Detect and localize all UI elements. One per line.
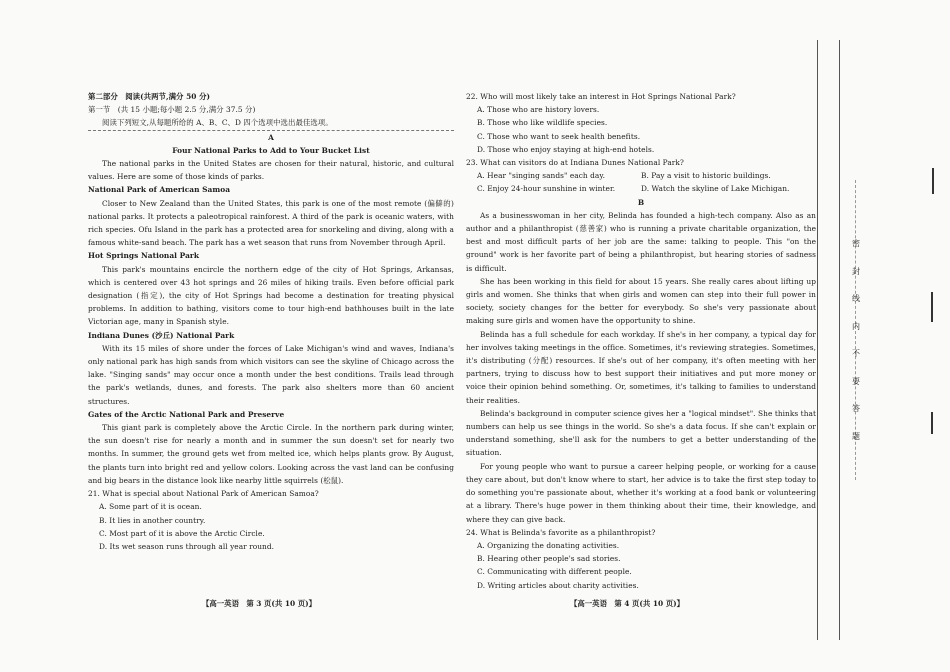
passage-paragraph: For young people who want to pursue a career helping people, or working for a cause they care about, but don't know where to start, her advice is to take the first step today to do something you're passionate about, whether it's working at a food bank or volunteering at a library. There's huge power in them thinking about their time, their knowledge, and where they can give back. — [466, 461, 816, 524]
seal-char: 要 — [852, 376, 860, 386]
option: B. Hearing other people's sad stories. — [477, 554, 621, 564]
park-heading: National Park of American Samoa — [88, 185, 231, 195]
option: C. Enjoy 24-hour sunshine in winter. — [477, 184, 616, 194]
question-24: 24. What is Belinda's favorite as a philanthropist? — [466, 527, 656, 537]
option: B. Pay a visit to historic buildings. — [641, 171, 771, 181]
passage-paragraph: Belinda's background in computer science gives her a "logical mindset". She thinks that numbers can help us see things in the world. So she's a data focus. If she can't explain or understand something, she'll ask for the numbers to get a better understanding of the situation. — [466, 408, 816, 458]
option: D. Writing articles about charity activities. — [477, 580, 639, 590]
margin-rule — [817, 40, 818, 640]
option: D. Those who enjoy staying at high-end hotels. — [477, 144, 655, 154]
question-23: 23. What can visitors do at Indiana Dunes National Park? — [466, 158, 684, 168]
option-row — [466, 169, 816, 182]
question-21: 21. What is special about National Park of American Samoa? — [88, 489, 319, 499]
option: A. Hear "singing sands" each day. — [477, 171, 605, 181]
park-text: This park's mountains encircle the northern edge of the city of Hot Springs, Arkansas, which is centered over 43 hot springs and 26 miles of hiking trails. Even before official park designation (指定), the city of Hot Springs had become a destination for treating physical problems. In addition to bathing, visitors come to tour high-end bathhouses built in the late Victorian age, many in Spanish style. — [88, 264, 454, 327]
page-footer-right: 【高一英语 第 4 页(共 10 页)】 — [570, 599, 685, 608]
seal-char: 线 — [852, 294, 860, 303]
section-title: 第二部分 阅读(共两节,满分 50 分) — [88, 92, 211, 101]
seal-char: 内 — [852, 321, 860, 331]
binding-seal-text — [848, 238, 864, 458]
option: C. Communicating with different people. — [477, 567, 632, 577]
page-footer-left: 【高一英语 第 3 页(共 10 页)】 — [202, 599, 317, 608]
option: B. Those who like wildlife species. — [477, 118, 608, 128]
seal-char: 不 — [852, 349, 860, 358]
option: D. Watch the skyline of Lake Michigan. — [641, 184, 790, 194]
passage-paragraph: Belinda has a full schedule for each workday. If she's in her company, a typical day for her involves taking meetings in the office. Sometimes, it's reviewing strategies. Sometimes, it's distributing (分配) resources. If she's out of her company, it's often meeting with her partners, trying to discuss how to best support their initiatives and put more money or voice their opinion behind something. Or, sometimes, it's talking to families to understand their realities. — [466, 329, 816, 405]
seal-char: 封 — [852, 266, 860, 276]
seal-char: 答 — [852, 404, 860, 413]
seal-char: 题 — [852, 431, 860, 441]
right-page — [466, 90, 816, 592]
park-text: With its 15 miles of shore under the forces of Lake Michigan's wind and waves, Indiana's only national park has high sands from which visitors can see the skyline of Chicago across the lake. "Singing sands" may occur once a month under the best conditions. Trails lead through the park's wetlands, dunes, and forests. The park also shelters more than 60 ancient structures. — [88, 343, 454, 406]
passage-paragraph: She has been working in this field for about 15 years. She really cares about lifting up girls and women. She thinks that when girls and women can step into their full power in society, society changes for the better for everybody. So she's very passionate about making sure girls and women have the opportunity to shine. — [466, 276, 816, 326]
passage-paragraph: As a businesswoman in her city, Belinda has founded a high-tech company. Also as an author and a philanthropist (慈善家) who is running a private charitable organization, the best and most difficult parts of her job are the same: talking to people. This "on the ground" work is her favorite part of being a philanthropist, but hearing stories of sadness is difficult. — [466, 210, 816, 273]
seal-char: 密 — [852, 239, 860, 248]
park-heading: Indiana Dunes (沙丘) National Park — [88, 330, 235, 340]
park-heading: Gates of the Arctic National Park and Preserve — [88, 409, 285, 419]
option-row — [466, 182, 816, 195]
scan-mark — [931, 412, 933, 434]
option: A. Organizing the donating activities. — [477, 540, 620, 550]
section-subtitle: 第一节 (共 15 小题;每小题 2.5 分,满分 37.5 分) — [88, 105, 256, 115]
park-heading: Hot Springs National Park — [88, 251, 200, 261]
park-text: This giant park is completely above the Arctic Circle. In the northern park during winter, the sun doesn't rise for nearly a month and in summer the sun doesn't set for nearly two months. In summer, the ground gets wet from melted ice, which helps plants grow. By August, the plants turn into bright red and yellow colors. Looking across the vast land can be confusing and big bears in the distance look like nearby little squirrels (松鼠). — [88, 423, 454, 485]
option: D. Its wet season runs through all year round. — [99, 541, 275, 551]
scan-mark — [932, 168, 934, 194]
passage-title: Four National Parks to Add to Your Bucket List — [172, 145, 370, 155]
left-page — [88, 90, 454, 553]
passage-letter: A — [268, 132, 274, 142]
option: C. Those who want to seek health benefits. — [477, 131, 641, 141]
option: A. Those who are history lovers. — [477, 105, 600, 115]
instruction: 阅读下列短文,从每题所给的 A、B、C、D 四个选项中选出最佳选项。 — [102, 118, 333, 128]
question-22: 22. Who will most likely take an interest in Hot Springs National Park? — [466, 92, 736, 101]
passage-letter: B — [637, 197, 645, 207]
option: C. Most part of it is above the Arctic Circle. — [99, 528, 265, 538]
park-text: Closer to New Zealand than the United States, this park is one of the most remote (偏僻的) national parks. It protects a paleotropical rainforest. A third of the park is oceanic waters, with rich species. Ofu Island in the park has a protected area for snorkeling and diving, along with a famous white-sand beach. The park has a wet season that runs from November through April. — [88, 198, 454, 248]
option: B. It lies in another country. — [99, 515, 206, 525]
scan-mark — [931, 292, 933, 322]
option: A. Some part of it is ocean. — [99, 502, 202, 512]
passage-intro: The national parks in the United States are chosen for their natural, historic, and cultural values. Here are some of those kinds of parks. — [88, 159, 454, 182]
margin-rule — [839, 40, 840, 640]
